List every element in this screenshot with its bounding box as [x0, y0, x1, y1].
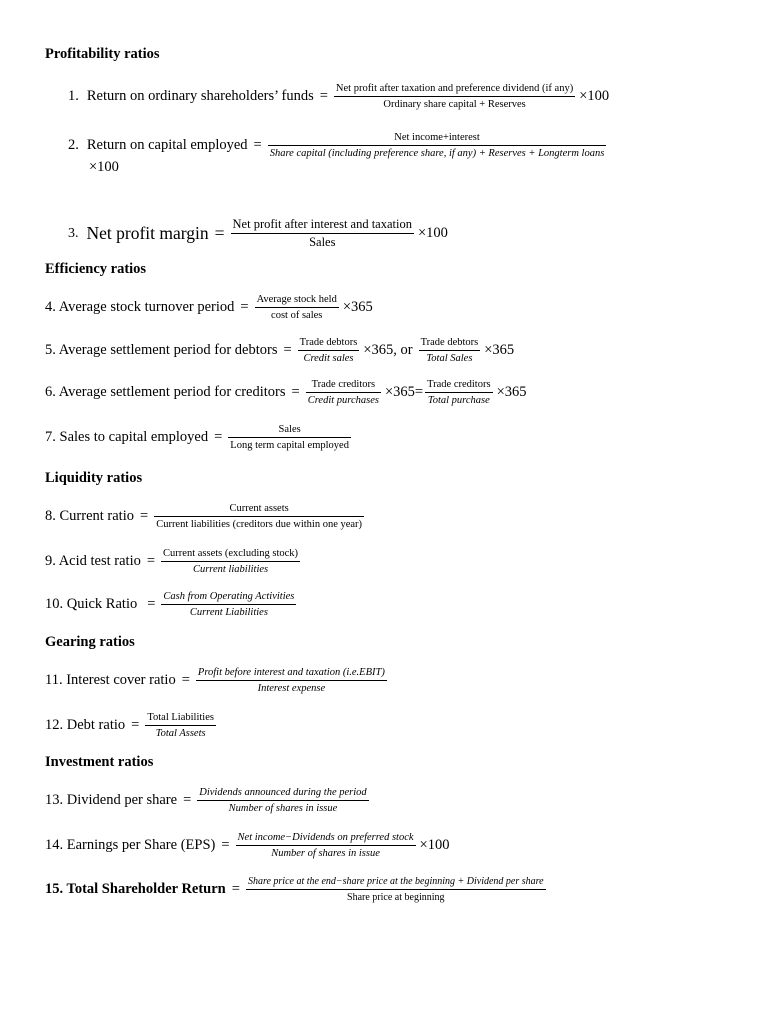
ratio-label: 9. Acid test ratio	[45, 553, 141, 569]
denominator: Long term capital employed	[228, 437, 351, 452]
ratio-2	[68, 131, 608, 160]
equals-sign: =	[131, 717, 140, 733]
denominator: Total Assets	[145, 725, 216, 740]
ratio-fraction	[306, 378, 381, 407]
denominator: Number of shares in issue	[236, 845, 416, 860]
ratio-label: 4. Average stock turnover period	[45, 299, 235, 315]
equals-sign: =	[221, 837, 230, 853]
heading-investment: Investment ratios	[45, 754, 154, 770]
denominator: Credit sales	[298, 350, 360, 365]
ratio-fraction	[334, 82, 575, 111]
ratio-number: 2.	[68, 137, 79, 153]
ratio-label: 10. Quick Ratio	[45, 596, 138, 612]
ratio-fraction	[161, 547, 300, 576]
denominator: Sales	[231, 233, 414, 250]
numerator: Net income−Dividends on preferred stock	[237, 832, 414, 843]
ratio-label: 11. Interest cover ratio	[45, 672, 176, 688]
equals-sign: =	[283, 342, 292, 358]
ratio-fraction	[197, 786, 368, 815]
numerator: Share price at the end−share price at the beginning + Dividend per share	[247, 876, 544, 887]
ratio-9	[45, 547, 302, 576]
numerator: Current assets (excluding stock)	[163, 548, 299, 559]
numerator: Net profit after taxation and preference dividend (if any)	[335, 83, 574, 94]
multiplier: ×365	[496, 384, 527, 400]
numerator: Profit before interest and taxation (i.e.EBIT)	[197, 667, 385, 678]
heading-liquidity: Liquidity ratios	[45, 470, 143, 486]
ratio-label: Return on ordinary shareholders’ funds	[86, 88, 314, 104]
denominator: Ordinary share capital + Reserves	[334, 96, 575, 111]
multiplier: ×100	[419, 837, 450, 853]
multiplier: ×365=	[384, 384, 424, 400]
ratio-label: 15. Total Shareholder Return	[45, 881, 226, 897]
ratio-number: 1.	[68, 88, 79, 104]
numerator: Trade debtors	[420, 337, 479, 348]
numerator: Dividends announced during the period	[199, 787, 367, 798]
heading-gearing: Gearing ratios	[45, 634, 135, 650]
denominator: Total purchase	[425, 392, 492, 407]
equals-sign: =	[253, 137, 262, 153]
multiplier: ×365, or	[363, 342, 413, 358]
denominator: Share price at beginning	[246, 889, 546, 904]
denominator: Current Liabilities	[161, 604, 296, 619]
numerator: Sales	[278, 424, 301, 435]
ratio-15	[45, 875, 548, 904]
multiplier: ×100	[417, 225, 448, 241]
equals-sign: =	[291, 384, 300, 400]
numerator: Trade creditors	[311, 379, 376, 390]
numerator: Net income+interest	[394, 132, 480, 143]
numerator: Cash from Operating Activities	[163, 591, 295, 602]
ratio-14	[45, 831, 449, 860]
ratio-fraction	[255, 293, 339, 322]
ratio-6	[45, 378, 527, 407]
ratio-fraction	[268, 131, 607, 160]
numerator: Total Liabilities	[147, 712, 214, 723]
ratio-label: Return on capital employed	[86, 137, 248, 153]
equals-sign: =	[146, 553, 156, 569]
ratio-label: 13. Dividend per share	[45, 792, 178, 808]
equals-sign: =	[214, 429, 223, 445]
equals-sign: =	[140, 508, 149, 524]
ratio-fraction	[161, 590, 296, 619]
ratio-label: 5. Average settlement period for debtors	[45, 342, 278, 358]
equals-sign: =	[240, 299, 249, 315]
denominator: cost of sales	[255, 307, 339, 322]
heading-profitability: Profitability ratios	[45, 46, 160, 62]
ratio-label: 14. Earnings per Share (EPS)	[45, 837, 216, 853]
ratio-number: 3.	[68, 225, 79, 241]
ratio-10	[45, 590, 298, 619]
ratio-label: 12. Debt ratio	[45, 717, 126, 733]
denominator: Interest expense	[196, 680, 387, 695]
ratio-2-multiplier: ×100	[89, 159, 119, 175]
ratio-fraction-alt	[425, 378, 492, 407]
equals-sign: =	[147, 596, 156, 612]
ratio-13	[45, 786, 371, 815]
ratio-label: 7. Sales to capital employed	[45, 429, 209, 445]
ratio-4	[45, 293, 373, 322]
ratio-12	[45, 711, 218, 740]
numerator: Trade debtors	[299, 337, 358, 348]
ratio-fraction	[236, 831, 416, 860]
denominator: Current liabilities (creditors due within one year)	[154, 516, 364, 531]
denominator: Credit purchases	[306, 392, 381, 407]
equals-sign: =	[319, 88, 328, 104]
ratio-fraction	[145, 711, 216, 740]
multiplier: ×365	[484, 342, 515, 358]
ratio-fraction-alt	[419, 336, 481, 365]
equals-sign: =	[214, 223, 225, 243]
ratio-label: 8. Current ratio	[45, 508, 134, 524]
ratio-3	[68, 217, 448, 250]
numerator: Average stock held	[256, 294, 337, 305]
ratio-5	[45, 336, 514, 365]
equals-sign: =	[231, 881, 240, 897]
ratio-1	[68, 82, 609, 111]
multiplier: ×365	[342, 299, 373, 315]
ratio-fraction	[154, 502, 364, 531]
equals-sign: =	[183, 792, 192, 808]
ratio-7	[45, 423, 353, 452]
ratio-fraction	[196, 666, 387, 695]
multiplier: ×100	[579, 88, 610, 104]
numerator: Net profit after interest and taxation	[232, 217, 412, 231]
denominator: Number of shares in issue	[197, 800, 368, 815]
heading-efficiency: Efficiency ratios	[45, 261, 147, 277]
ratio-label: Net profit margin	[86, 223, 209, 243]
numerator: Current assets	[229, 503, 289, 514]
ratio-fraction	[246, 875, 546, 904]
denominator: Total Sales	[419, 350, 481, 365]
numerator: Trade creditors	[427, 379, 491, 390]
denominator: Share capital (including preference share, if any) + Reserves + Longterm loans	[268, 145, 607, 160]
denominator: Current liabilities	[161, 561, 300, 576]
ratio-label: 6. Average settlement period for creditors	[45, 384, 286, 400]
ratio-fraction	[228, 423, 351, 452]
ratio-fraction	[231, 217, 414, 250]
ratio-11	[45, 666, 389, 695]
ratio-8	[45, 502, 366, 531]
ratio-fraction	[298, 336, 360, 365]
equals-sign: =	[181, 672, 190, 688]
